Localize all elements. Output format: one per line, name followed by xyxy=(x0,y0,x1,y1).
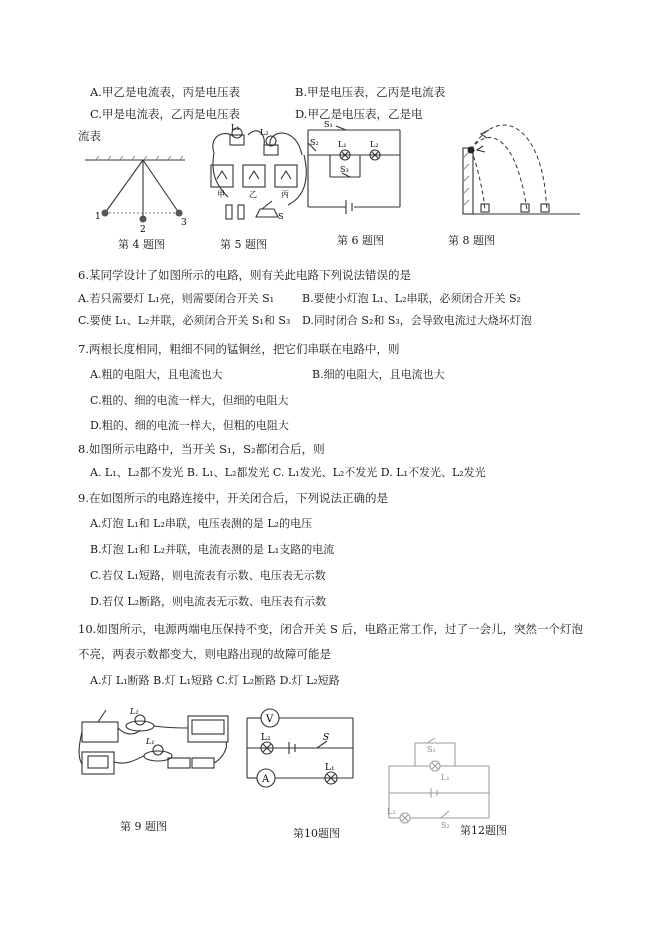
q9-option-c: C.若仅 L₁短路，则电流表有示数、电压表无示数 xyxy=(90,569,326,582)
q5-option-d: D.甲乙是电压表，乙是电 xyxy=(295,107,423,121)
q5-option-b: B.甲是电压表，乙丙是电流表 xyxy=(295,85,446,99)
q9-stem: 9.在如图所示的电路连接中，开关闭合后，下列说法正确的是 xyxy=(78,491,388,505)
fig5-label-jia: 甲 xyxy=(217,190,225,199)
q7-stem: 7.两根长度相同，粗细不同的锰铜丝，把它们串联在电路中，则 xyxy=(78,342,400,356)
fig12-label-s2: S₂ xyxy=(441,821,450,830)
q10-stem-line1: 10.如图所示，电源两端电压保持不变，闭合开关 S 后，电路正常工作，过了一会儿，突然一个灯泡 xyxy=(78,622,583,636)
fig6-caption: 第 6 题图 xyxy=(337,234,384,247)
q7-option-b: B.细的电阻大，且电流也大 xyxy=(312,368,445,381)
fig12-label-l2: L₂ xyxy=(387,807,396,816)
q6-option-c: C.要使 L₁、L₂并联，必须闭合开关 S₁和 S₃ xyxy=(78,314,291,327)
fig10-voltmeter-label: V xyxy=(266,714,274,725)
fig5-label-yi: 乙 xyxy=(249,190,257,199)
fig10-label-l1: L₁ xyxy=(325,763,335,773)
fig5-label-s: S xyxy=(278,212,284,221)
fig4-caption: 第 4 题图 xyxy=(118,238,165,251)
fig9-label-l1: L₁ xyxy=(146,737,155,746)
fig6-label-l2: L₂ xyxy=(370,140,379,149)
fig12-label-s1: S₁ xyxy=(427,745,436,754)
q6-option-b: B.要使小灯泡 L₁、L₂串联，必须闭合开关 S₂ xyxy=(302,292,521,305)
fig5-circuit xyxy=(208,125,313,230)
fig4-label-1: 1 xyxy=(95,212,101,222)
fig4-label-2: 2 xyxy=(140,225,146,235)
fig5-label-bing: 丙 xyxy=(281,190,289,199)
fig6-label-s1: S₁ xyxy=(324,120,333,129)
q7-option-c: C.粗的、细的电流一样大，但细的电阻大 xyxy=(90,394,289,407)
q5-option-c: C.甲是电流表，乙丙是电压表 xyxy=(90,107,241,121)
fig10-circuit xyxy=(243,708,361,803)
fig8-caption: 第 8 题图 xyxy=(448,234,495,247)
q9-option-a: A.灯泡 L₁和 L₂串联，电压表测的是 L₂的电压 xyxy=(90,517,313,530)
q10-options: A.灯 L₁断路 B.灯 L₁短路 C.灯 L₂断路 D.灯 L₂短路 xyxy=(90,674,340,687)
fig6-label-l1: L₁ xyxy=(338,140,347,149)
q7-option-d: D.粗的、细的电流一样大，但粗的电阻大 xyxy=(90,419,289,432)
fig5-label-l2: L₂ xyxy=(260,128,269,137)
q6-stem: 6.某同学设计了如图所示的电路，则有关此电路下列说法错误的是 xyxy=(78,268,411,282)
fig10-ammeter-label: A xyxy=(262,774,270,785)
fig12-label-l1: L₁ xyxy=(441,773,450,782)
fig10-label-s: S xyxy=(323,733,330,743)
fig9-label-l2: L₂ xyxy=(130,707,139,716)
q8-options: A. L₁、L₂都不发光 B. L₁、L₂都发光 C. L₁发光、L₂不发光 D. L₁不发光、L₂发光 xyxy=(90,466,486,479)
q10-stem-line2: 不亮，两表示数都变大，则电路出现的故障可能是 xyxy=(78,647,331,661)
fig4-pendulum xyxy=(85,155,195,235)
q9-option-d: D.若仅 L₂断路，则电流表无示数、电压表有示数 xyxy=(90,595,327,608)
fig10-caption: 第10题图 xyxy=(293,827,340,840)
q9-option-b: B.灯泡 L₁和 L₂并联，电流表测的是 L₁支路的电流 xyxy=(90,543,335,556)
fig9-circuit xyxy=(78,708,233,780)
fig12-caption: 第12题图 xyxy=(460,824,507,837)
q6-option-a: A.若只需要灯 L₁亮，则需要闭合开关 S₁ xyxy=(78,292,275,305)
fig9-caption: 第 9 题图 xyxy=(120,820,167,833)
q5-option-a: A.甲乙是电流表，丙是电压表 xyxy=(90,85,240,99)
fig8-trajectories xyxy=(455,118,585,218)
fig6-label-s2: S₂ xyxy=(310,138,319,147)
fig10-label-l2: L₂ xyxy=(261,733,271,743)
q7-option-a: A.粗的电阻大，且电流也大 xyxy=(90,368,223,381)
fig6-label-s3: S₃ xyxy=(340,165,349,174)
q6-option-d: D.同时闭合 S₂和 S₃，会导致电流过大烧坏灯泡 xyxy=(302,314,532,327)
fig12-circuit xyxy=(385,738,495,828)
q8-stem: 8.如图所示电路中，当开关 S₁，S₂都闭合后，则 xyxy=(78,442,325,456)
fig5-caption: 第 5 题图 xyxy=(220,238,267,251)
fig4-label-3: 3 xyxy=(181,218,187,228)
fig6-circuit xyxy=(300,120,410,220)
fig5-label-l1: L₁ xyxy=(231,123,240,132)
q5-option-d-cont: 流表 xyxy=(78,129,101,143)
